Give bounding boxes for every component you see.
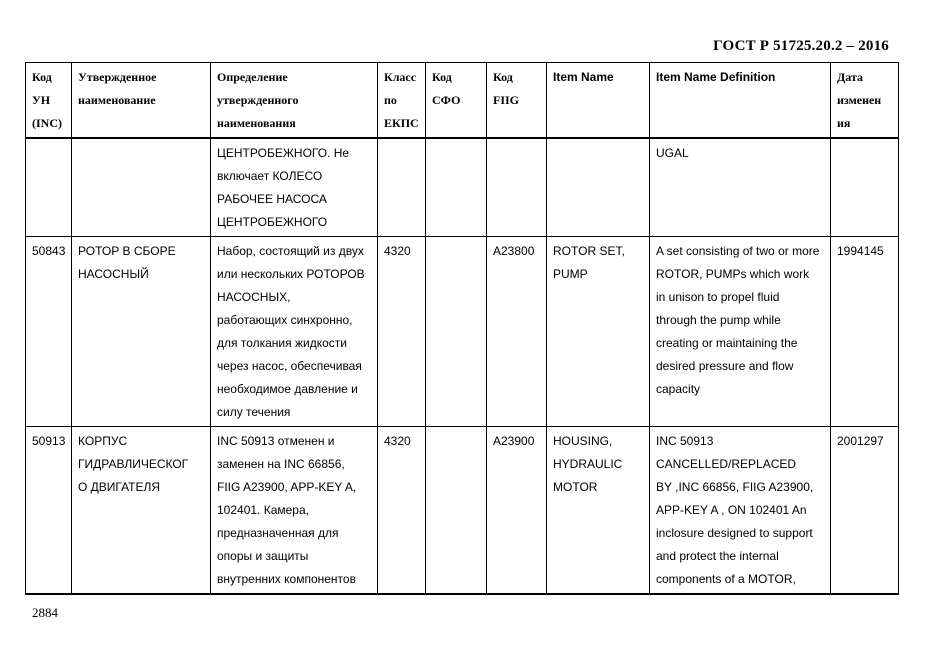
header-text-line: по — [384, 93, 397, 107]
column-header-fiig-code — [487, 63, 547, 139]
cell-text-line: ЦЕНТРОБЕЖНОГО — [217, 215, 328, 229]
column-header-change-date — [831, 63, 899, 139]
cell-text-line: РАБОЧЕЕ НАСОСА — [217, 192, 327, 206]
cell-fiig-code — [487, 427, 547, 595]
cell-text-line: заменен на INC 66856, — [217, 457, 345, 471]
table-row — [26, 237, 899, 427]
cell-item-name-definition — [650, 427, 831, 595]
table-row — [26, 427, 899, 595]
cell-text-line: INC 50913 отменен и — [217, 434, 335, 448]
spec-table — [25, 62, 899, 595]
header-text-line: ия — [837, 116, 851, 130]
cell-text-line: and protect the internal — [656, 549, 779, 563]
cell-text-line: UGAL — [656, 146, 689, 160]
cell-text-line: 50843 — [32, 244, 66, 258]
table-body — [26, 138, 899, 594]
header-text-line: (INC) — [32, 116, 62, 130]
cell-text-line: PUMP — [553, 267, 588, 281]
cell-text-line: РОТОР В СБОРЕ — [78, 244, 176, 258]
cell-text-line: силу течения — [217, 405, 291, 419]
cell-change-date — [831, 138, 899, 237]
cell-ekps-class — [378, 138, 426, 237]
cell-text-line: опоры и защиты — [217, 549, 309, 563]
cell-text-line: 4320 — [384, 244, 411, 258]
cell-text-line: ЦЕНТРОБЕЖНОГО. Не — [217, 146, 350, 160]
cell-ekps-class — [378, 427, 426, 595]
cell-item-name-definition — [650, 138, 831, 237]
cell-text-line: 2001297 — [837, 434, 884, 448]
cell-code — [26, 237, 72, 427]
column-header-code — [26, 63, 72, 139]
cell-text-line: in unison to propel fluid — [656, 290, 780, 304]
cell-text-line: CANCELLED/REPLACED — [656, 457, 797, 471]
cell-text-line: внутренних компонентов — [217, 572, 356, 586]
header-text-line: Код — [493, 70, 513, 84]
cell-text-line: НАСОСНЫЙ — [78, 267, 149, 281]
cell-text-line: desired pressure and flow — [656, 359, 794, 373]
header-text-line: утвержденного — [217, 93, 299, 107]
cell-text-line: inclosure designed to support — [656, 526, 813, 540]
cell-text-line: ROTOR, PUMPs which work — [656, 267, 810, 281]
cell-definition — [211, 138, 378, 237]
header-text-line: СФО — [432, 93, 461, 107]
cell-text-line: components of a MOTOR, — [656, 572, 796, 586]
cell-text-line: MOTOR — [553, 480, 598, 494]
cell-text-line: HYDRAULIC — [553, 457, 623, 471]
header-text-line: Item Name — [553, 70, 614, 84]
cell-text-line: 4320 — [384, 434, 411, 448]
table-header-row — [26, 63, 899, 139]
cell-text-line: 50913 — [32, 434, 66, 448]
cell-text-line: BY ,INC 66856, FIIG A23900, — [656, 480, 814, 494]
cell-item-name — [547, 427, 650, 595]
header-text-line: FIIG — [493, 93, 520, 107]
cell-approved-name — [72, 427, 211, 595]
header-text-line: Определение — [217, 70, 288, 84]
cell-code — [26, 138, 72, 237]
cell-text-line: или нескольких РОТОРОВ — [217, 267, 365, 281]
cell-text-line: Набор, состоящий из двух — [217, 244, 364, 258]
cell-change-date — [831, 427, 899, 595]
header-text-line: наименования — [217, 116, 296, 130]
cell-text-line: 1994145 — [837, 244, 884, 258]
cell-text-line: through the pump while — [656, 313, 781, 327]
table-row — [26, 138, 899, 237]
cell-definition — [211, 427, 378, 595]
header-text-line: Утвержденное — [78, 70, 157, 84]
header-text-line: Код — [32, 70, 52, 84]
cell-text-line: предназначенная для — [217, 526, 339, 540]
cell-text-line: creating or maintaining the — [656, 336, 798, 350]
column-header-item-name-definition — [650, 63, 831, 139]
cell-code — [26, 427, 72, 595]
cell-text-line: НАСОСНЫХ, — [217, 290, 291, 304]
cell-text-line: работающих синхронно, — [217, 313, 353, 327]
header-text-line: Код — [432, 70, 452, 84]
header-text-line: Дата — [837, 70, 863, 84]
cell-text-line: для толкания жидкости — [217, 336, 347, 350]
cell-text-line: HOUSING, — [553, 434, 613, 448]
column-header-sfo-code — [426, 63, 487, 139]
cell-text-line: ROTOR SET, — [553, 244, 625, 258]
page-number: 2884 — [32, 605, 58, 620]
cell-ekps-class — [378, 237, 426, 427]
header-text-line: УН — [32, 93, 51, 107]
cell-item-name-definition — [650, 237, 831, 427]
cell-text-line: О ДВИГАТЕЛЯ — [78, 480, 161, 494]
cell-definition — [211, 237, 378, 427]
cell-sfo-code — [426, 237, 487, 427]
cell-text-line: ГИДРАВЛИЧЕСКОГ — [78, 457, 189, 471]
cell-sfo-code — [426, 427, 487, 595]
cell-approved-name — [72, 237, 211, 427]
header-text-line: наименование — [78, 93, 156, 107]
header-text-line: Класс — [384, 70, 417, 84]
cell-change-date — [831, 237, 899, 427]
cell-text-line: APP-KEY A , ON 102401 An — [656, 503, 807, 517]
cell-text-line: A23800 — [493, 244, 535, 258]
cell-text-line: FIIG A23900, APP-KEY A, — [217, 480, 357, 494]
cell-fiig-code — [487, 237, 547, 427]
header-text-line: изменен — [837, 93, 882, 107]
document-standard-title: ГОСТ Р 51725.20.2 – 2016 — [713, 38, 889, 54]
column-header-approved-name — [72, 63, 211, 139]
cell-item-name — [547, 138, 650, 237]
column-header-definition — [211, 63, 378, 139]
cell-text-line: A23900 — [493, 434, 535, 448]
cell-item-name — [547, 237, 650, 427]
cell-approved-name — [72, 138, 211, 237]
header-text-line: Item Name Definition — [656, 70, 776, 84]
column-header-ekps-class — [378, 63, 426, 139]
column-header-item-name — [547, 63, 650, 139]
cell-text-line: через насос, обеспечивая — [217, 359, 362, 373]
cell-sfo-code — [426, 138, 487, 237]
cell-text-line: КОРПУС — [78, 434, 128, 448]
cell-text-line: включает КОЛЕСО — [217, 169, 323, 183]
cell-text-line: capacity — [656, 382, 701, 396]
cell-text-line: необходимое давление и — [217, 382, 358, 396]
cell-text-line: A set consisting of two or more — [656, 244, 820, 258]
cell-text-line: INC 50913 — [656, 434, 714, 448]
cell-fiig-code — [487, 138, 547, 237]
cell-text-line: 102401. Камера, — [217, 503, 309, 517]
header-text-line: ЕКПС — [384, 116, 419, 130]
